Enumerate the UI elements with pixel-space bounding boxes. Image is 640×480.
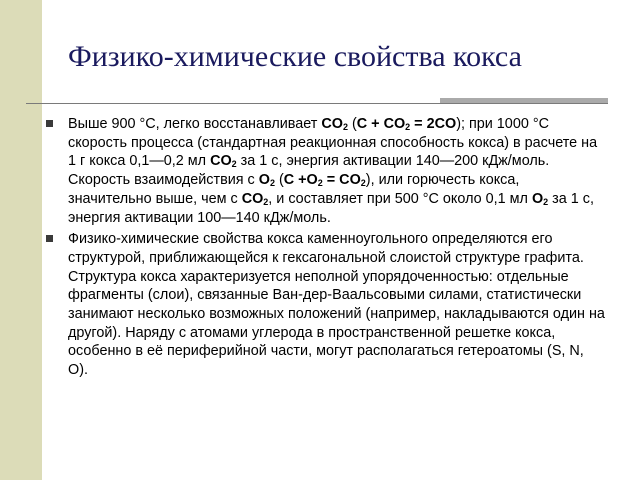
bullet-text-segment: ( <box>347 116 357 132</box>
bullet-item-reactivity <box>46 115 606 227</box>
bullet-text-segment: Выше 900 °С, легко восстанавливает <box>68 116 322 132</box>
bullet-square-icon <box>46 120 53 127</box>
formula-o2: $O_2$ <box>531 190 549 207</box>
bullet-text: Физико-химические свойства кокса каменноугольного определяются его структурой, приближающейся к гексагональной слоистой структуре графита. Структура кокса характеризуется неполной упорядоченностью: отдельные фрагменты (слои), связанные Ван-дер-Ваальсовыми силами, статистически занимают несколько возможных положений (например, накладываются один на другой). Наряду с атомами углерода в пространственной решетке кокса, особенно в её периферийной части, могут располагаться гетероатомы (S, N, O). <box>68 231 605 379</box>
bullet-text-segment: за 1 с, энергия активации 140—200 кДж/моль. Скорость взаимодействия с <box>68 153 550 189</box>
title-underline-thin <box>26 103 608 104</box>
bullet-list <box>46 115 606 383</box>
bullet-square-icon <box>46 235 53 242</box>
bullet-text-segment: за 1 с, энергия активации 100—140 кДж/моль. <box>68 190 594 226</box>
bullet-text-segment: ( <box>274 172 284 189</box>
bullet-text-segment: ); при 1000 °С скорость процесса (стандартная реакционная способность кокса) в расчете на 1 г кокса 0,1—0,2 мл <box>68 116 598 170</box>
slide-title: Физико-химические свойства кокса <box>68 40 522 73</box>
reaction-equation: $C + CO_2 = 2CO$ <box>356 116 457 132</box>
formula-co2: $CO_2$ <box>210 153 237 170</box>
formula-co2: $CO_2$ <box>321 116 348 132</box>
formula-o2: $O_2$ <box>258 172 275 189</box>
bullet-text-segment: , и составляет при 500 °С около 0,1 мл <box>268 190 532 207</box>
left-accent-bar <box>0 0 42 480</box>
formula-co2: $CO_2$ <box>241 190 269 207</box>
bullet-text-segment: ), или горючесть кокса, значительно выше, чем с <box>68 172 520 207</box>
reaction-equation: $C +O_2 = CO_2$ <box>283 172 366 189</box>
bullet-item-structure <box>46 230 606 380</box>
